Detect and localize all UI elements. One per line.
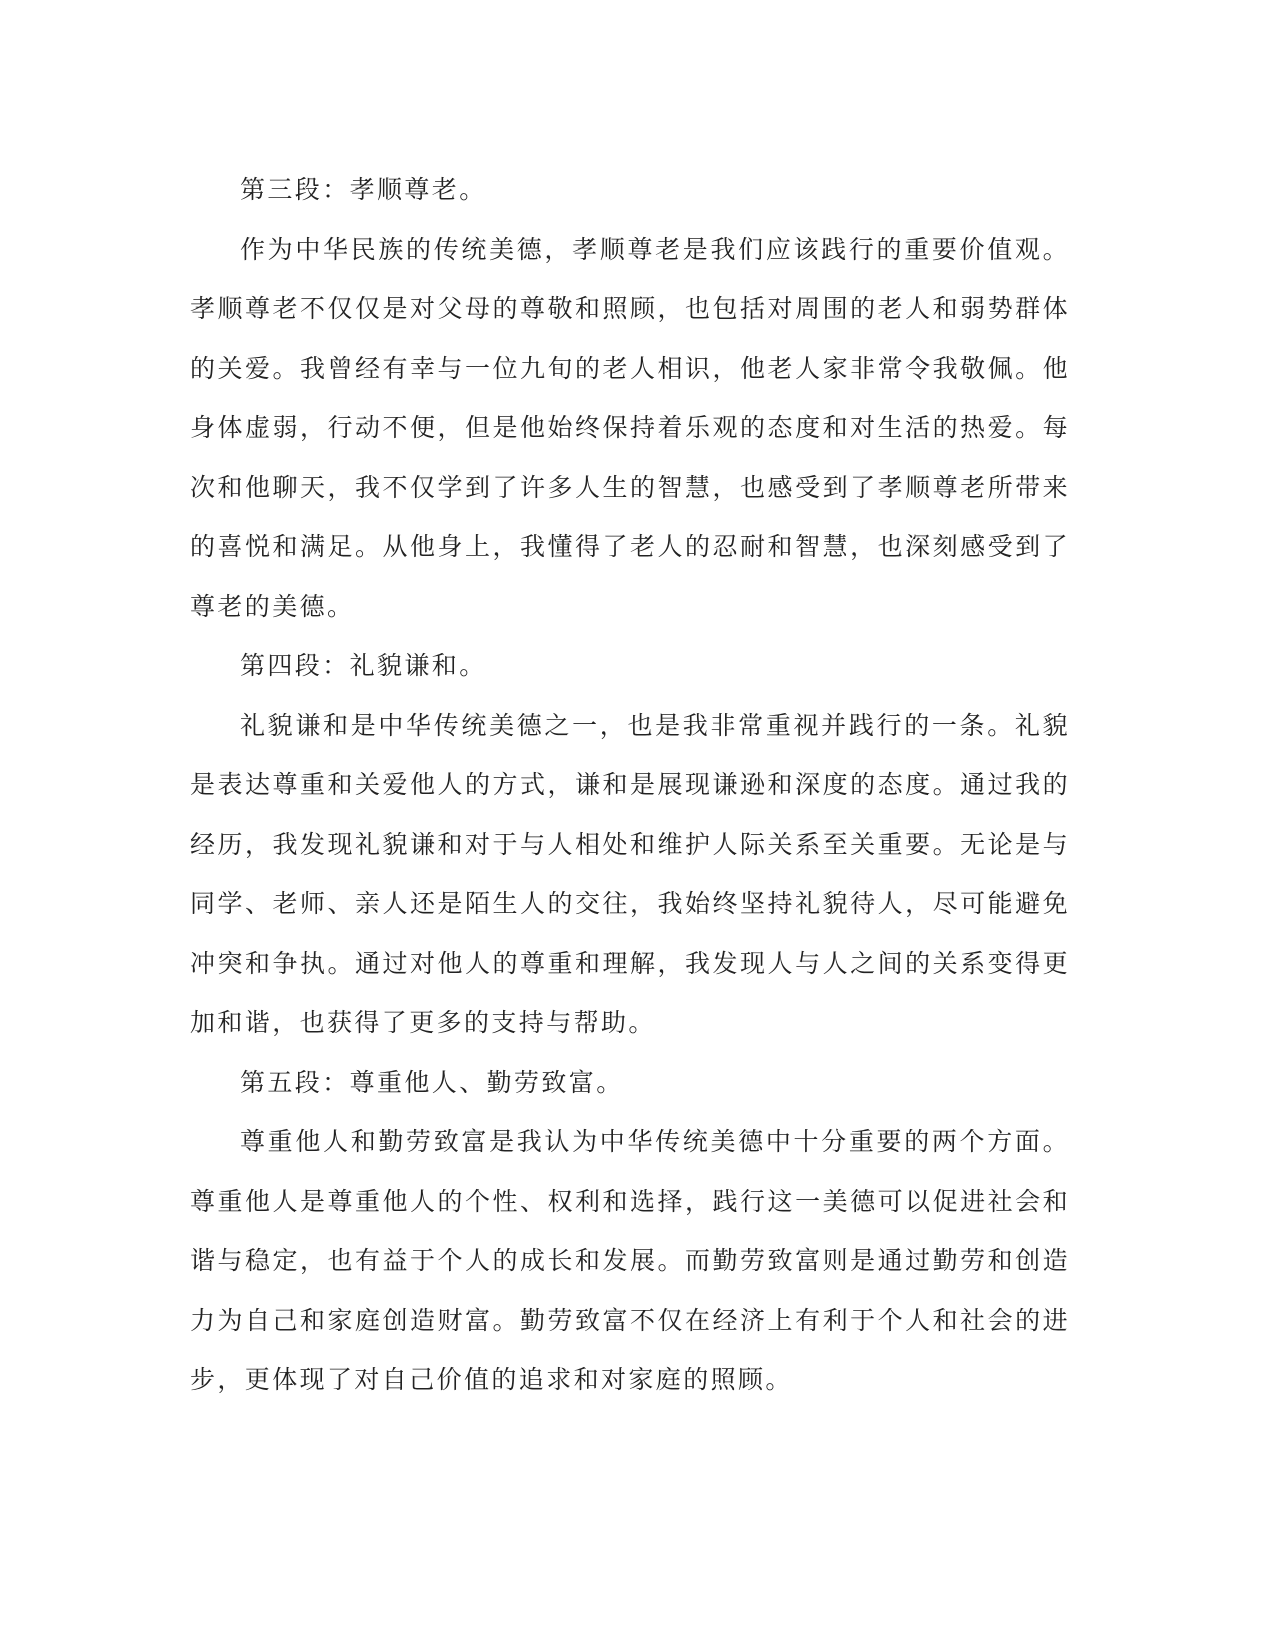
body-paragraph-3: 作为中华民族的传统美德，孝顺尊老是我们应该践行的重要价值观。孝顺尊老不仅仅是对父母的尊敬和照顾，也包括对周围的老人和弱势群体的关爱。我曾经有幸与一位九旬的老人相识，他老人家非常令我敬佩。他身体虚弱，行动不便，但是他始终保持着乐观的态度和对生活的热爱。每次和他聊天，我不仅学到了许多人生的智慧，也感受到了孝顺尊老所带来的喜悦和满足。从他身上，我懂得了老人的忍耐和智慧，也深刻感受到了尊老的美德。 — [190, 234, 1070, 621]
section-heading-4: 第四段：礼貌谦和。 — [240, 651, 487, 680]
body-paragraph-5: 尊重他人和勤劳致富是我认为中华传统美德中十分重要的两个方面。尊重他人是尊重他人的个性、权利和选择，践行这一美德可以促进社会和谐与稳定，也有益于个人的成长和发展。而勤劳致富则是通过勤劳和创造力为自己和家庭创造财富。勤劳致富不仅在经济上有利于个人和社会的进步，更体现了对自己价值的追求和对家庭的照顾。 — [190, 1127, 1070, 1394]
section-heading-5: 第五段：尊重他人、勤劳致富。 — [240, 1067, 624, 1097]
section-heading-3: 第三段：孝顺尊老。 — [240, 175, 487, 204]
body-paragraph-4: 礼貌谦和是中华传统美德之一，也是我非常重视并践行的一条。礼貌是表达尊重和关爱他人的方式，谦和是展现谦逊和深度的态度。通过我的经历，我发现礼貌谦和对于与人相处和维护人际关系至关重要。无论是与同学、老师、亲人还是陌生人的交往，我始终坚持礼貌待人，尽可能避免冲突和争执。通过对他人的尊重和理解，我发现人与人之间的关系变得更加和谐，也获得了更多的支持与帮助。 — [190, 710, 1070, 1037]
document-body — [190, 160, 1070, 1410]
